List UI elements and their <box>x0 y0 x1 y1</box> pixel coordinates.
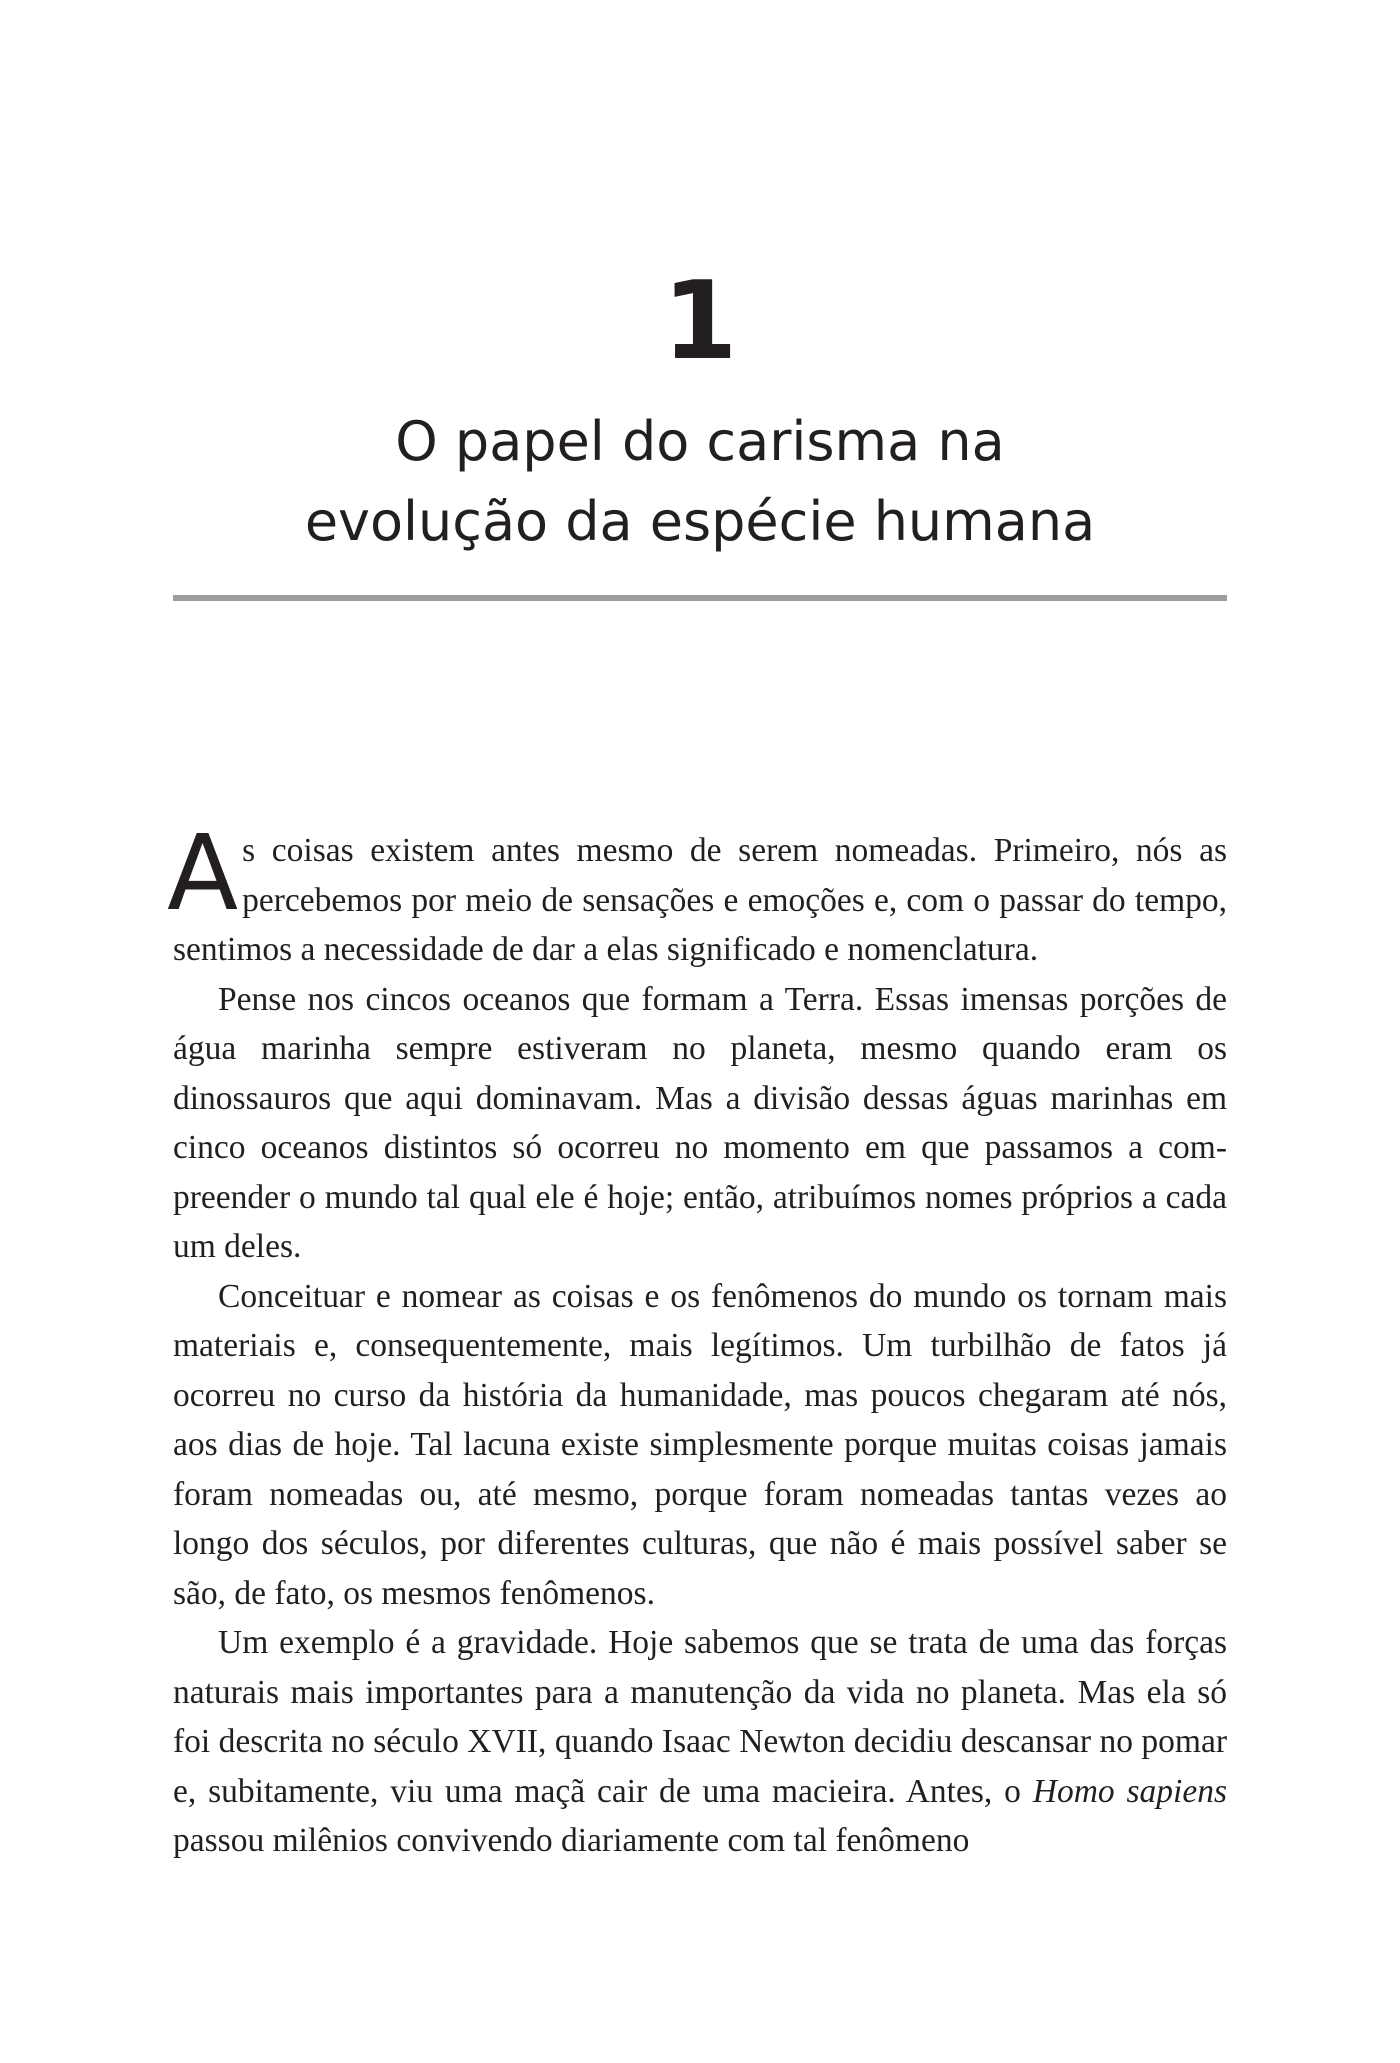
chapter-number: 1 <box>662 259 738 384</box>
chapter-title <box>170 402 1230 562</box>
paragraph-3: Conceituar e nomear as coisas e os fenômenos do mundo os tornam mais materiais e, consequentemente, mais legítimos. Um turbilhão de fatos já ocorreu no curso da história da humanidade, mas poucos chegaram até nós, aos dias de hoje. Tal lacuna existe simplesmente porque muitas coisas jamais foram nomeadas ou, até mesmo, porque foram nomeadas tantas vezes ao longo dos séculos, por diferentes culturas, que não é mais possível saber se são, de fato, os mesmos fenômenos. <box>173 1277 1227 1612</box>
drop-cap: A <box>167 812 239 934</box>
italic-term: Homo sapiens <box>1032 1772 1227 1810</box>
paragraph-4-text-start: Um exemplo é a gravidade. Hoje sabemos que se trata de uma das forças naturais mais importantes para a manutenção da vida no planeta. Mas ela só foi descrita no século XVII, quando Isaac Newton decidiu descansar no pomar e, subitamente, viu uma maçã cair de uma macieira. Antes, o <box>173 1624 1227 1810</box>
chapter-title-line-1: O papel do carisma na <box>395 410 1005 473</box>
title-divider <box>173 595 1227 601</box>
paragraph-2: Pense nos cincos oceanos que formam a Terra. Essas imensas porções de água marinha sempre estiveram no planeta, mesmo quando eram os dinossauros que aqui dominavam. Mas a divisão dessas águas marinhas em cinco oceanos distintos só ocorreu no momento em que passamos a compreender o mundo tal qual ele é hoje; então, atribuímos nomes próprios a cada um deles. <box>173 980 1227 1265</box>
chapter-body <box>167 812 1227 1866</box>
paragraph-1-text: s coisas existem antes mesmo de serem nomeadas. Primeiro, nós as percebemos por meio de sensações e emoções e, com o passar do tempo, sentimos a necessidade de dar a elas significado e nomenclatura. <box>173 832 1227 968</box>
paragraph-4 <box>173 1618 1227 1866</box>
paragraph-4-text-end: passou milênios convivendo diariamente com tal fenômeno <box>173 1822 970 1859</box>
chapter-title-line-2: evolução da espécie humana <box>304 490 1096 553</box>
paragraph-1 <box>167 812 1227 975</box>
